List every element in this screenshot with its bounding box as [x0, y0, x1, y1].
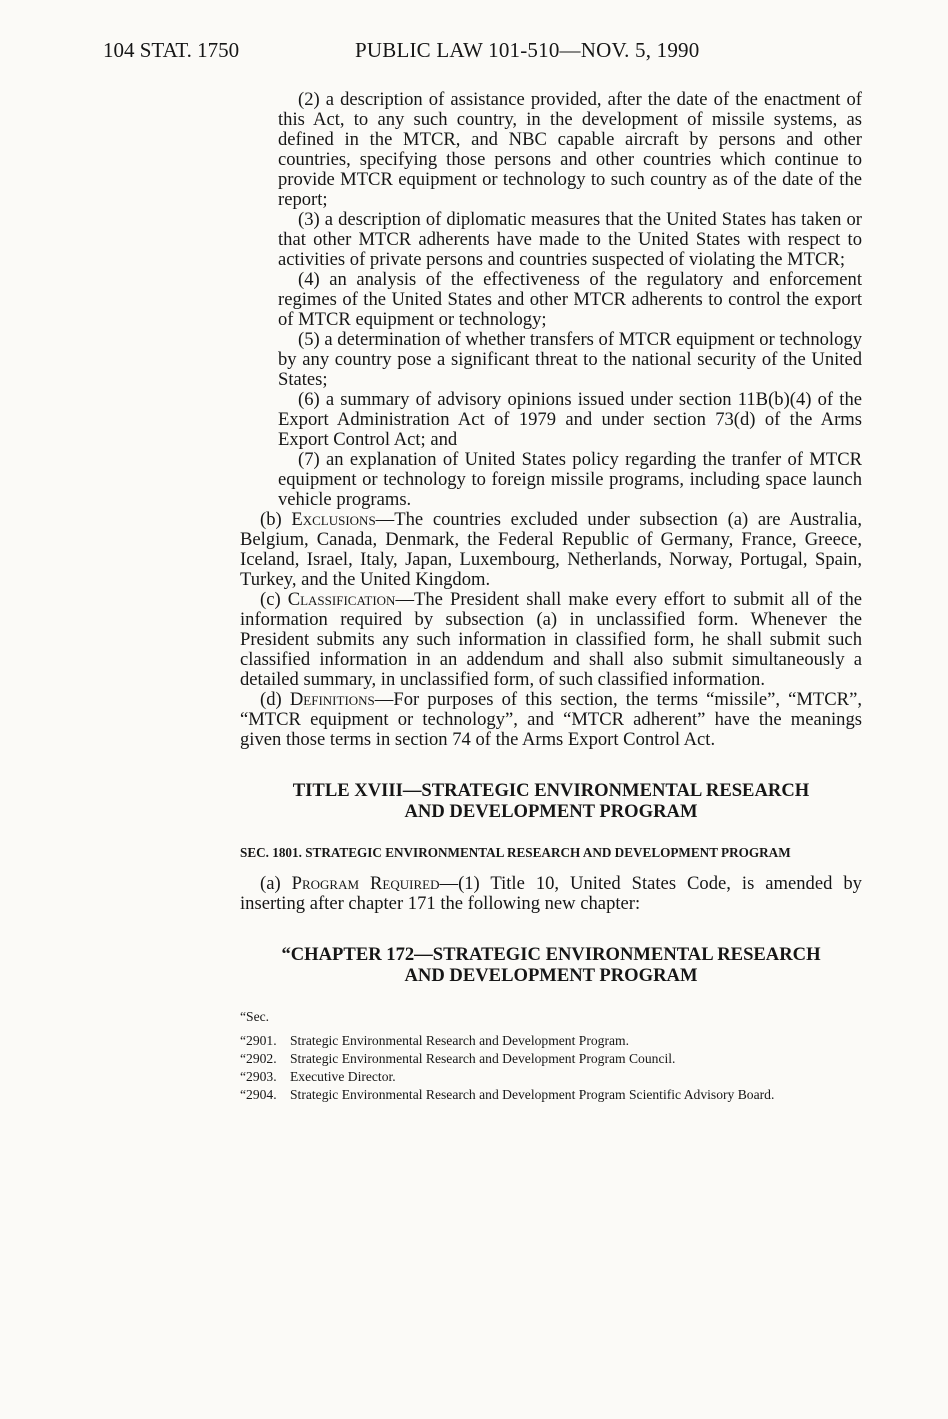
report-item-2: (2) a description of assistance provided, after the date of the enactment of this Act, to any such country, in the development of missile systems, as defined in the MTCR, and NBC capable aircraft by persons and other countries, specifying those persons and other countries which continue to provide MTCR equipment or technology to such country as of the date of the report; — [278, 89, 862, 210]
chapter-172-heading — [240, 944, 862, 986]
chapter-table-of-contents — [240, 1008, 862, 1104]
chapter-172-line1: “CHAPTER 172—STRATEGIC ENVIRONMENTAL RESEARCH — [281, 944, 821, 965]
section-1801-title: STRATEGIC ENVIRONMENTAL RESEARCH AND DEVELOPMENT PROGRAM — [305, 845, 791, 860]
subsection-c-text: —The President shall make every effort to submit all of the information required by subsection (a) in unclassified form. Whenever the President submits any such information in classified form, he shall submit such classified information in an addendum and shall also submit simultaneously a detailed summary, in unclassified form, of such classified information. — [240, 589, 862, 690]
subsection-c-heading: Classification — [287, 589, 396, 610]
chapter-172-line2: AND DEVELOPMENT PROGRAM — [404, 965, 698, 986]
public-law-title: PUBLIC LAW 101-510—NOV. 5, 1990 — [355, 38, 700, 62]
document-body — [240, 90, 862, 1104]
subsection-program-required — [240, 874, 862, 914]
program-required-text: —(1) Title 10, United States Code, is amended by inserting after chapter 171 the following new chapter: — [240, 873, 862, 914]
toc-entry-number: “2901. — [240, 1033, 277, 1048]
subsection-b-label: (b) — [260, 509, 282, 530]
toc-entry — [240, 1068, 862, 1086]
toc-sec-label: “Sec. — [240, 1009, 270, 1024]
report-item-4: (4) an analysis of the effectiveness of the regulatory and enforcement regimes of the United States and other MTCR adherents to control the export of MTCR equipment or technology; — [278, 269, 862, 330]
report-item-7: (7) an explanation of United States policy regarding the tranfer of MTCR equipment or technology to foreign missile programs, including space launch vehicle programs. — [278, 449, 862, 510]
toc-entry — [240, 1050, 862, 1068]
subsection-d-heading: Definitions — [289, 689, 375, 710]
subsection-d-label: (d) — [260, 689, 282, 710]
page-header — [0, 38, 948, 68]
title-xviii-line1: TITLE XVIII—STRATEGIC ENVIRONMENTAL RESEARCH — [292, 780, 810, 801]
report-item-3: (3) a description of diplomatic measures that the United States has taken or that other MTCR adherents have made to the United States with respect to activities of private persons and countries suspected of violating the MTCR; — [278, 209, 862, 270]
toc-entry — [240, 1086, 862, 1104]
subsection-b-heading: Exclusions — [291, 509, 376, 530]
section-1801-heading — [240, 844, 862, 862]
program-required-label: (a) — [260, 873, 281, 894]
report-items-list — [240, 90, 862, 510]
toc-entry-title: Executive Director. — [290, 1069, 396, 1084]
toc-entry-title: Strategic Environmental Research and Development Program Scientific Advisory Board. — [290, 1087, 775, 1102]
subsection-definitions — [240, 690, 862, 750]
report-item-5: (5) a determination of whether transfers of MTCR equipment or technology by any country pose a significant threat to the national security of the United States; — [278, 329, 862, 390]
title-xviii-heading — [240, 780, 862, 822]
toc-entry-number: “2904. — [240, 1087, 277, 1102]
subsection-classification — [240, 590, 862, 690]
toc-entry-number: “2903. — [240, 1069, 277, 1084]
toc-entry — [240, 1032, 862, 1050]
subsection-b-text: —The countries excluded under subsection (a) are Australia, Belgium, Canada, Denmark, the Federal Republic of Germany, France, Greece, Iceland, Israel, Italy, Japan, Luxembourg, Netherlands, Norway, Portugal, Spain, Turkey, and the United Kingdom. — [240, 509, 862, 590]
subsection-c-label: (c) — [260, 589, 281, 610]
toc-entry-number: “2902. — [240, 1051, 277, 1066]
title-xviii-line2: AND DEVELOPMENT PROGRAM — [404, 801, 698, 822]
program-required-heading: Program Required — [291, 873, 440, 894]
toc-entry-title: Strategic Environmental Research and Development Program. — [290, 1033, 629, 1048]
stat-page-number: 104 STAT. 1750 — [103, 38, 240, 62]
subsection-d-text: —For purposes of this section, the terms “missile”, “MTCR”, “MTCR equipment or technology”, and “MTCR adherent” have the meanings given those terms in section 74 of the Arms Export Control Act. — [240, 689, 862, 750]
subsection-exclusions — [240, 510, 862, 590]
section-1801-number: SEC. 1801. — [240, 845, 302, 860]
report-item-6: (6) a summary of advisory opinions issued under section 11B(b)(4) of the Export Administration Act of 1979 and under section 73(d) of the Arms Export Control Act; and — [278, 389, 862, 450]
toc-entry-title: Strategic Environmental Research and Development Program Council. — [290, 1051, 676, 1066]
